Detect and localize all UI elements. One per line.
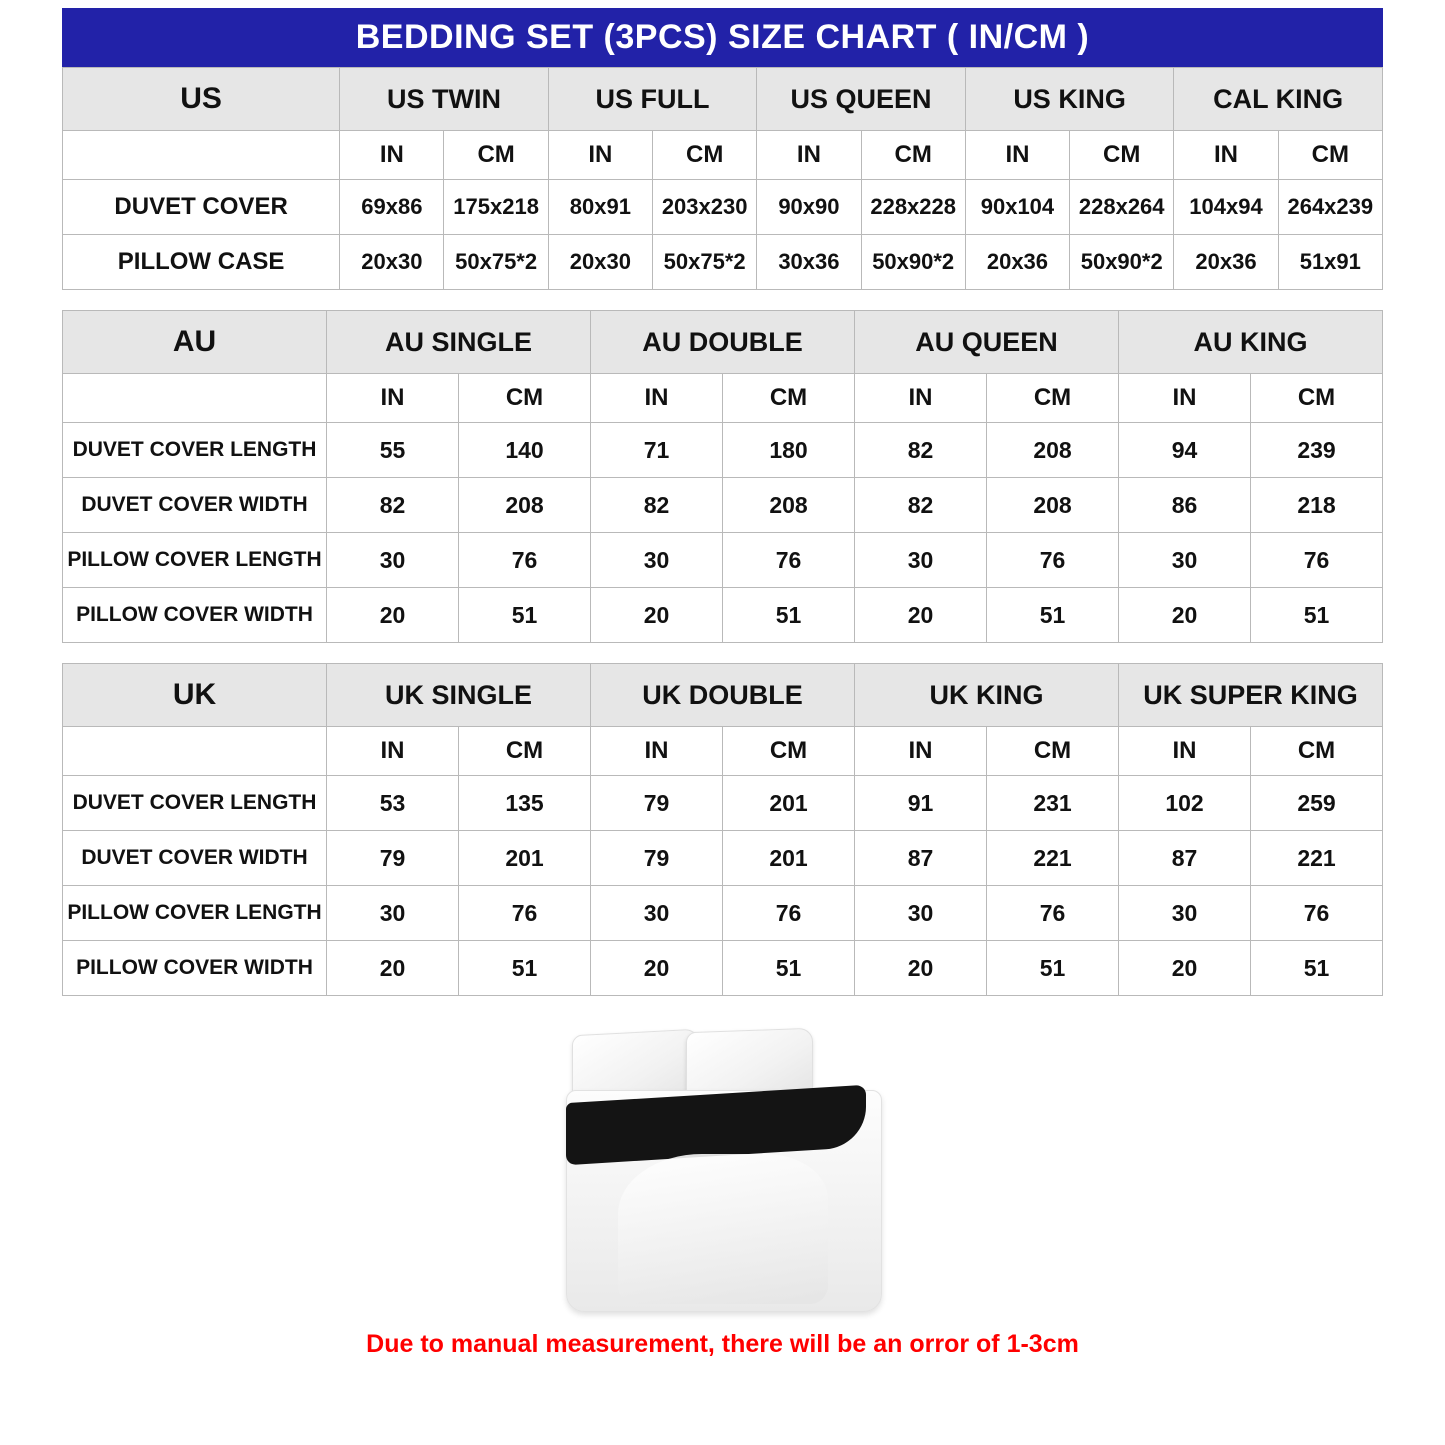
cell-value: 20 (327, 941, 459, 996)
table-row-units (63, 131, 1383, 180)
cell-value: 30x36 (757, 235, 861, 290)
table-row (63, 533, 1383, 588)
table-row (63, 831, 1383, 886)
cell-value: 20x30 (340, 235, 444, 290)
size-header-uk-super-king: UK SUPER KING (1119, 664, 1383, 727)
duvet-fold (618, 1154, 828, 1304)
size-header-au-queen: AU QUEEN (855, 311, 1119, 374)
row-label-pillow-cover-length: PILLOW COVER LENGTH (63, 533, 327, 588)
cell-value: 82 (855, 423, 987, 478)
cell-value: 20x30 (548, 235, 652, 290)
unit-in: IN (757, 131, 861, 180)
row-label-duvet-cover-length: DUVET COVER LENGTH (63, 423, 327, 478)
unit-cm: CM (444, 131, 548, 180)
table-row (63, 776, 1383, 831)
cell-value: 76 (723, 886, 855, 941)
cell-value: 30 (1119, 886, 1251, 941)
cell-value: 79 (591, 776, 723, 831)
empty-corner-cell (63, 374, 327, 423)
size-header-au-single: AU SINGLE (327, 311, 591, 374)
unit-in: IN (1119, 727, 1251, 776)
cell-value: 221 (987, 831, 1119, 886)
unit-in: IN (855, 727, 987, 776)
size-header-us-king: US KING (965, 68, 1174, 131)
unit-cm: CM (1070, 131, 1174, 180)
cell-value: 87 (1119, 831, 1251, 886)
cell-value: 50x90*2 (861, 235, 965, 290)
unit-in: IN (1119, 374, 1251, 423)
cell-value: 71 (591, 423, 723, 478)
cell-value: 20x36 (965, 235, 1069, 290)
size-header-us-full: US FULL (548, 68, 757, 131)
cell-value: 76 (459, 533, 591, 588)
cell-value: 20 (1119, 941, 1251, 996)
region-label-uk: UK (63, 664, 327, 727)
unit-cm: CM (723, 374, 855, 423)
unit-in: IN (327, 727, 459, 776)
table-row (63, 886, 1383, 941)
table-row (63, 941, 1383, 996)
us-size-table (62, 67, 1383, 290)
cell-value: 90x104 (965, 180, 1069, 235)
unit-in: IN (965, 131, 1069, 180)
unit-cm: CM (1251, 727, 1383, 776)
cell-value: 203x230 (653, 180, 757, 235)
cell-value: 91 (855, 776, 987, 831)
cell-value: 76 (987, 886, 1119, 941)
cell-value: 30 (327, 533, 459, 588)
table-row (63, 235, 1383, 290)
cell-value: 51 (987, 588, 1119, 643)
cell-value: 82 (327, 478, 459, 533)
cell-value: 79 (327, 831, 459, 886)
unit-cm: CM (653, 131, 757, 180)
cell-value: 20x36 (1174, 235, 1278, 290)
size-header-uk-double: UK DOUBLE (591, 664, 855, 727)
cell-value: 218 (1251, 478, 1383, 533)
cell-value: 79 (591, 831, 723, 886)
cell-value: 53 (327, 776, 459, 831)
cell-value: 201 (723, 831, 855, 886)
cell-value: 51 (987, 941, 1119, 996)
unit-cm: CM (459, 727, 591, 776)
page-title: BEDDING SET (3PCS) SIZE CHART ( IN/CM ) (62, 8, 1383, 67)
cell-value: 20 (327, 588, 459, 643)
cell-value: 30 (591, 533, 723, 588)
unit-in: IN (591, 374, 723, 423)
unit-cm: CM (987, 374, 1119, 423)
measurement-note: Due to manual measurement, there will be an orror of 1-3cm (366, 1330, 1079, 1358)
cell-value: 201 (723, 776, 855, 831)
cell-value: 20 (855, 941, 987, 996)
cell-value: 175x218 (444, 180, 548, 235)
empty-corner-cell (63, 131, 340, 180)
cell-value: 76 (1251, 533, 1383, 588)
table-spacer (62, 290, 1383, 310)
cell-value: 30 (591, 886, 723, 941)
table-row-units (63, 374, 1383, 423)
cell-value: 135 (459, 776, 591, 831)
unit-cm: CM (1251, 374, 1383, 423)
cell-value: 94 (1119, 423, 1251, 478)
cell-value: 86 (1119, 478, 1251, 533)
cell-value: 264x239 (1278, 180, 1382, 235)
cell-value: 82 (591, 478, 723, 533)
cell-value: 82 (855, 478, 987, 533)
cell-value: 208 (987, 423, 1119, 478)
size-header-uk-single: UK SINGLE (327, 664, 591, 727)
cell-value: 259 (1251, 776, 1383, 831)
unit-in: IN (1174, 131, 1278, 180)
row-label-pillow-case: PILLOW CASE (63, 235, 340, 290)
product-image-area (62, 1014, 1383, 1324)
cell-value: 76 (987, 533, 1119, 588)
row-label-pillow-cover-width: PILLOW COVER WIDTH (63, 941, 327, 996)
size-header-us-queen: US QUEEN (757, 68, 966, 131)
unit-in: IN (340, 131, 444, 180)
cell-value: 30 (855, 886, 987, 941)
cell-value: 221 (1251, 831, 1383, 886)
table-row (63, 423, 1383, 478)
table-row (63, 588, 1383, 643)
cell-value: 140 (459, 423, 591, 478)
row-label-duvet-cover-width: DUVET COVER WIDTH (63, 478, 327, 533)
cell-value: 51 (723, 941, 855, 996)
cell-value: 90x90 (757, 180, 861, 235)
table-row (63, 478, 1383, 533)
cell-value: 80x91 (548, 180, 652, 235)
cell-value: 69x86 (340, 180, 444, 235)
table-row (63, 180, 1383, 235)
cell-value: 30 (1119, 533, 1251, 588)
unit-cm: CM (459, 374, 591, 423)
cell-value: 50x90*2 (1070, 235, 1174, 290)
au-size-table (62, 310, 1383, 643)
table-row-units (63, 727, 1383, 776)
region-label-au: AU (63, 311, 327, 374)
cell-value: 87 (855, 831, 987, 886)
cell-value: 76 (459, 886, 591, 941)
unit-cm: CM (723, 727, 855, 776)
unit-in: IN (327, 374, 459, 423)
cell-value: 104x94 (1174, 180, 1278, 235)
cell-value: 228x228 (861, 180, 965, 235)
unit-in: IN (591, 727, 723, 776)
size-header-us-twin: US TWIN (340, 68, 549, 131)
table-row-region (63, 311, 1383, 374)
cell-value: 51x91 (1278, 235, 1382, 290)
row-label-pillow-cover-length: PILLOW COVER LENGTH (63, 886, 327, 941)
cell-value: 231 (987, 776, 1119, 831)
uk-size-table (62, 663, 1383, 996)
cell-value: 201 (459, 831, 591, 886)
cell-value: 55 (327, 423, 459, 478)
unit-cm: CM (861, 131, 965, 180)
cell-value: 51 (1251, 941, 1383, 996)
cell-value: 51 (459, 588, 591, 643)
cell-value: 30 (855, 533, 987, 588)
empty-corner-cell (63, 727, 327, 776)
cell-value: 51 (459, 941, 591, 996)
region-label-us: US (63, 68, 340, 131)
cell-value: 20 (1119, 588, 1251, 643)
cell-value: 239 (1251, 423, 1383, 478)
cell-value: 208 (723, 478, 855, 533)
cell-value: 20 (855, 588, 987, 643)
table-spacer (62, 643, 1383, 663)
size-header-cal-king: CAL KING (1174, 68, 1383, 131)
bedding-set-photo (558, 1014, 888, 1314)
table-row-region (63, 664, 1383, 727)
size-header-au-king: AU KING (1119, 311, 1383, 374)
cell-value: 76 (723, 533, 855, 588)
cell-value: 208 (459, 478, 591, 533)
cell-value: 50x75*2 (653, 235, 757, 290)
size-header-uk-king: UK KING (855, 664, 1119, 727)
unit-cm: CM (987, 727, 1119, 776)
cell-value: 208 (987, 478, 1119, 533)
cell-value: 228x264 (1070, 180, 1174, 235)
unit-in: IN (855, 374, 987, 423)
cell-value: 51 (1251, 588, 1383, 643)
row-label-duvet-cover: DUVET COVER (63, 180, 340, 235)
row-label-pillow-cover-width: PILLOW COVER WIDTH (63, 588, 327, 643)
row-label-duvet-cover-length: DUVET COVER LENGTH (63, 776, 327, 831)
cell-value: 20 (591, 941, 723, 996)
cell-value: 50x75*2 (444, 235, 548, 290)
cell-value: 180 (723, 423, 855, 478)
cell-value: 51 (723, 588, 855, 643)
row-label-duvet-cover-width: DUVET COVER WIDTH (63, 831, 327, 886)
unit-in: IN (548, 131, 652, 180)
cell-value: 30 (327, 886, 459, 941)
unit-cm: CM (1278, 131, 1382, 180)
cell-value: 76 (1251, 886, 1383, 941)
cell-value: 20 (591, 588, 723, 643)
size-header-au-double: AU DOUBLE (591, 311, 855, 374)
table-row-region (63, 68, 1383, 131)
cell-value: 102 (1119, 776, 1251, 831)
